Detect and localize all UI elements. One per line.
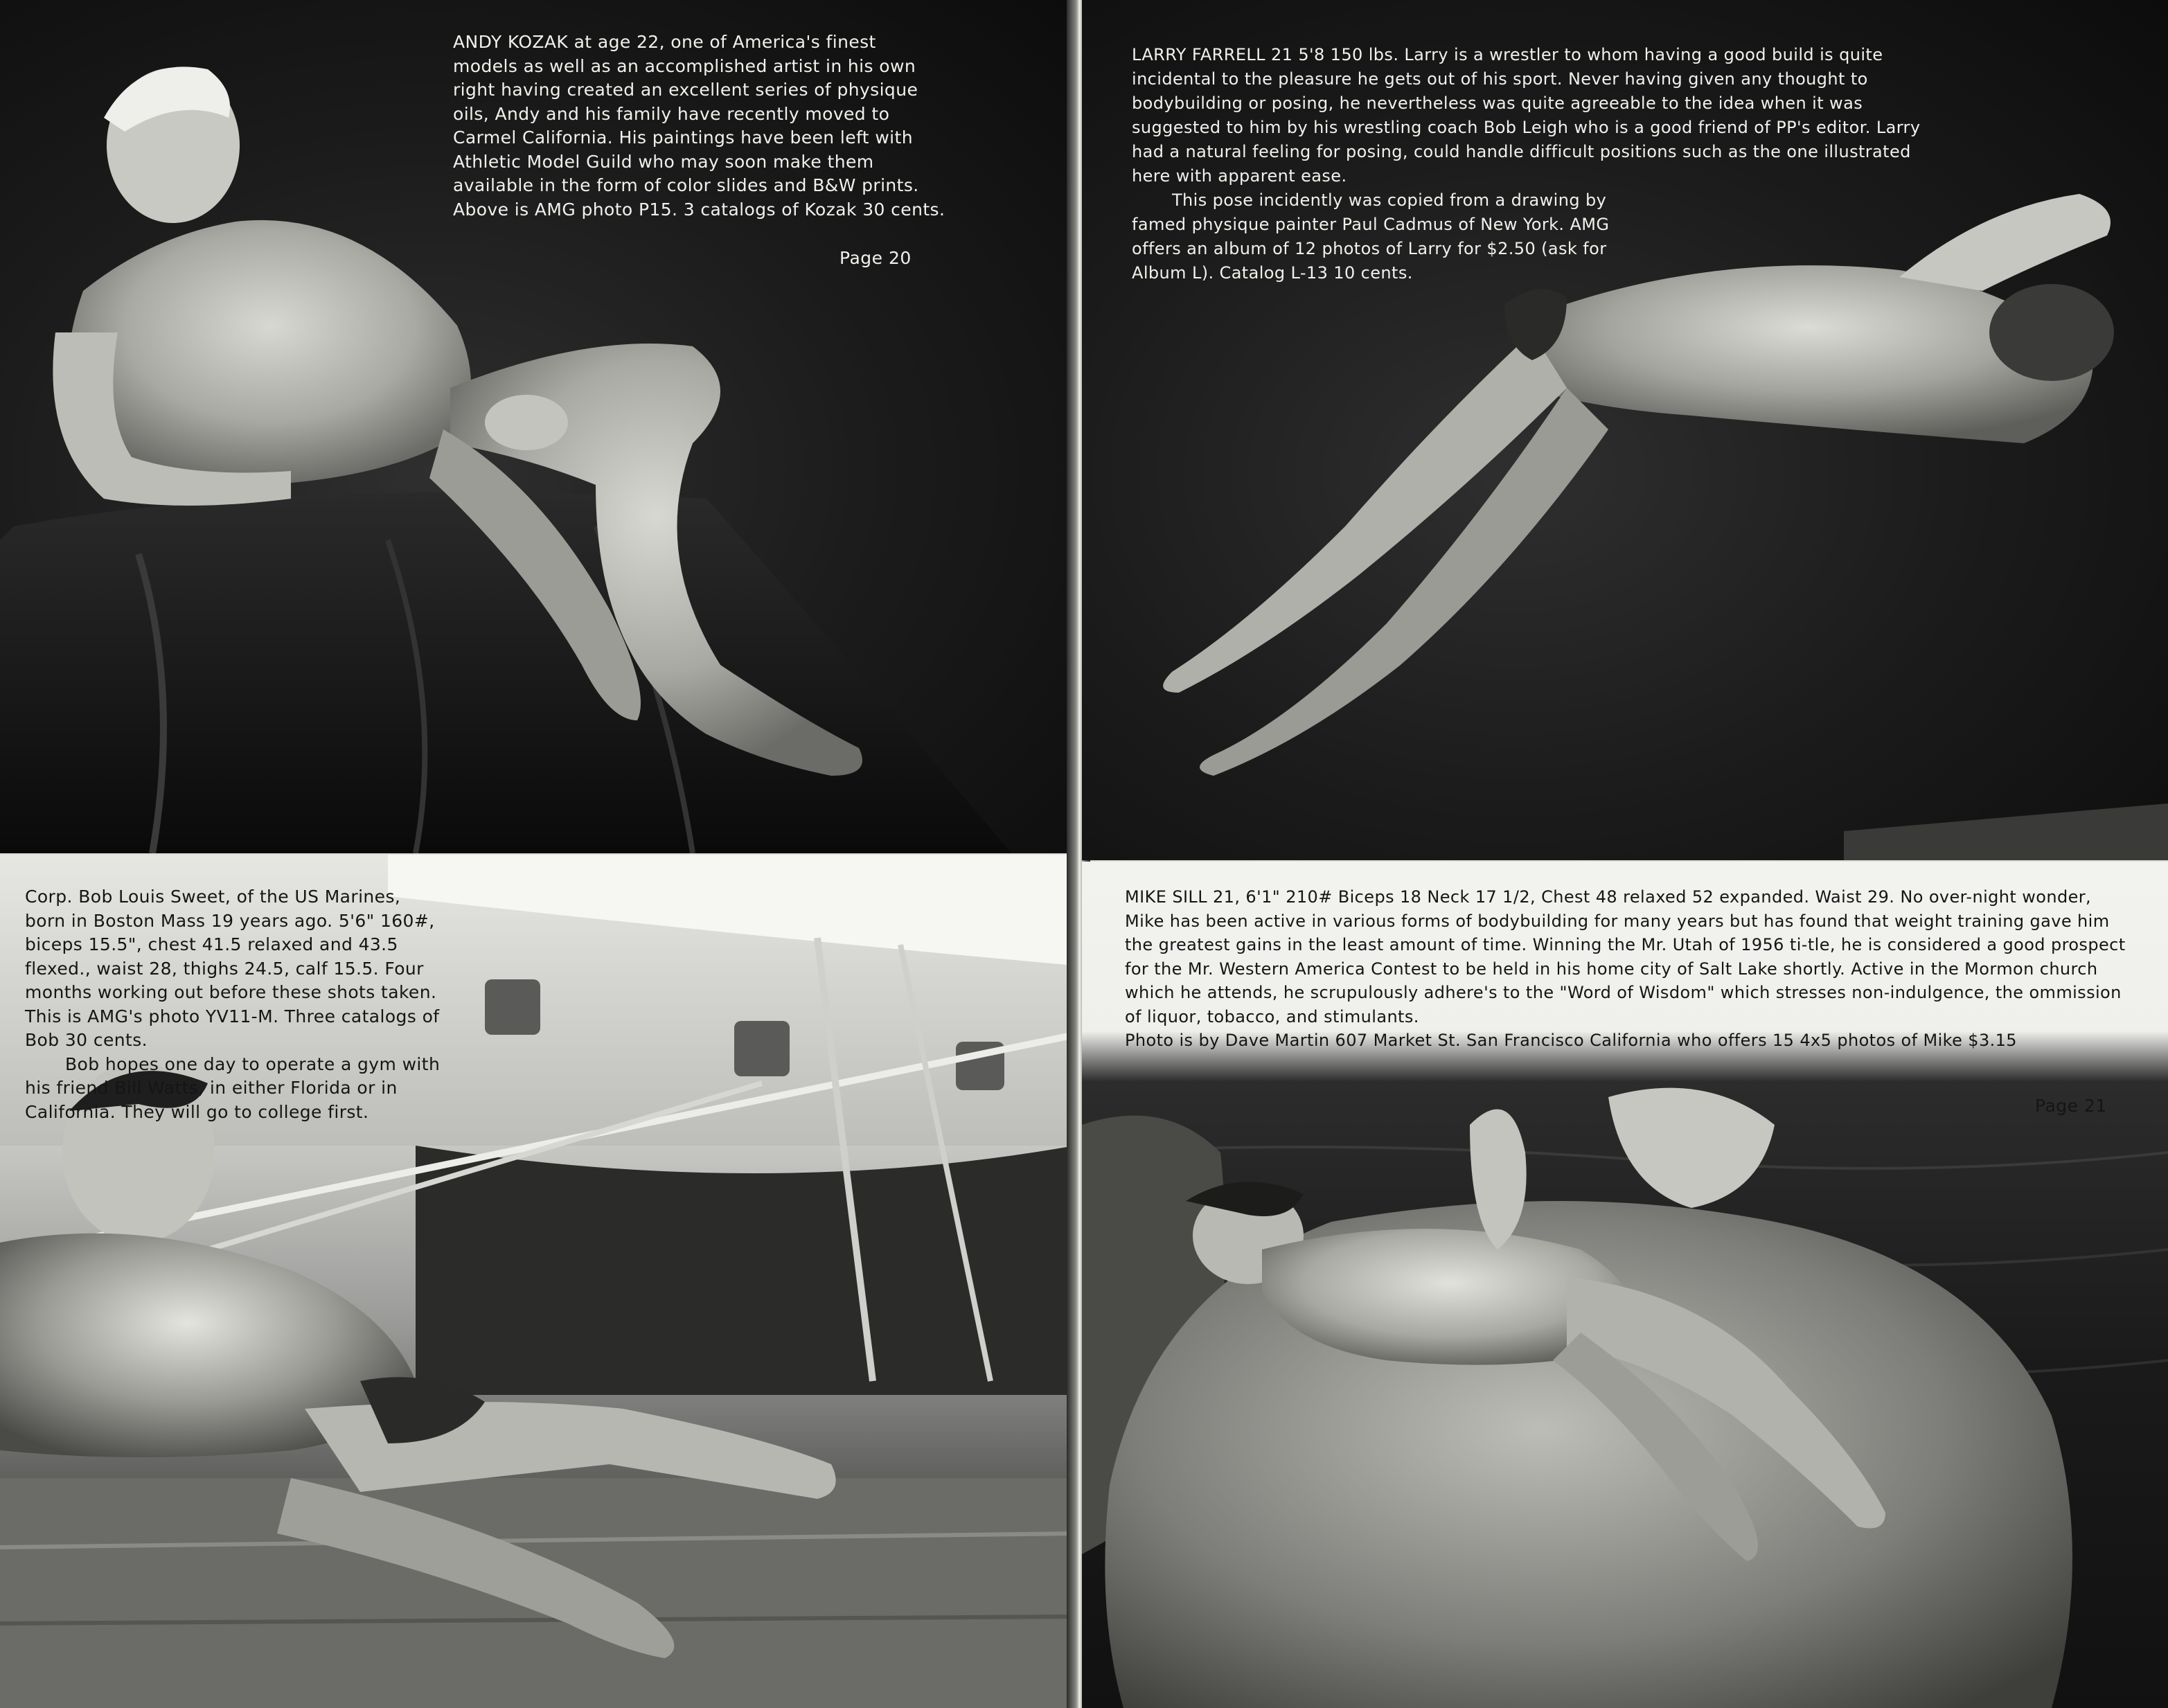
- sweet-caption-text-1: Corp. Bob Louis Sweet, of the US Marines, born in Boston Mass 19 years ago. 5'6" 160#, biceps 15.5", chest 41.5 relaxed and 43.5 flexed., waist 28, thighs 24.5, calf 15.5. Four months working out before these shots taken. This is AMG's photo YV11-M. Three catalogs of Bob 30 cents.: [25, 887, 440, 1050]
- farrell-caption: [1132, 43, 1949, 188]
- farrell-caption-text-1: LARRY FARRELL 21 5'8 150 lbs. Larry is a wrestler to whom having a good build is quite incidental to the pleasure he gets out of his sport. Never having given any thought to bodybuilding or posing, he nevertheless was quite agreeable to the idea when it was suggested to him by his wrestling coach Bob Leigh who is a good friend of PP's editor. Larry had a natural feeling for posing, could handle difficult positions such as the one illustrated here with apparent ease.: [1132, 45, 1921, 186]
- sweet-caption: [25, 885, 441, 1124]
- right-page: [1082, 0, 2168, 1708]
- page-number-left: Page 20: [839, 248, 912, 268]
- sweet-caption-text-2: Bob hopes one day to operate a gym with his friend Bill Watts, in either Florida or in California. They will go to college first.: [25, 1053, 441, 1122]
- kozak-caption: [453, 30, 946, 222]
- left-page: [0, 0, 1075, 1708]
- sill-credit-text: Photo is by Dave Martin 607 Market St. San Francisco California who offers 15 4x5 photos of Mike $3.15: [1125, 1031, 2017, 1050]
- sill-caption-text: MIKE SILL 21, 6'1" 210# Biceps 18 Neck 17 1/2, Chest 48 relaxed 52 expanded. Waist 29. No over-night wonder, Mike has been active in various forms of bodybuilding for many years but has found that weight training gave him the greatest gains in the least amount of time. Winning the Mr. Utah of 1956 ti-tle, he is considered a good prospect for the Mr. Western America Contest to be held in his home city of Salt Lake shortly. Active in the Mormon church which he attends, he scrupulously adhere's to the "Word of Wisdom" which stresses non-indulgence, the ommission of liquor, tobacco, and stimulants.: [1125, 887, 2126, 1026]
- sill-caption: [1125, 885, 2133, 1053]
- farrell-caption-2: [1132, 188, 1610, 285]
- page-number-right: Page 21: [2035, 1096, 2107, 1116]
- kozak-caption-text: ANDY KOZAK at age 22, one of America's finest models as well as an accomplished artist in his own right having created an excellent series of physique oils, Andy and his family have recently moved to Carmel California. His paintings have been left with Athletic Model Guild who may soon make them available in the form of color slides and B&W prints. Above is AMG photo P15. 3 catalogs of Kozak 30 cents.: [453, 32, 945, 220]
- farrell-caption-text-2: This pose incidently was copied from a drawing by famed physique painter Paul Cadmus of New York. AMG offers an album of 12 photos of Larry for $2.50 (ask for Album L). Catalog L-13 10 cents.: [1132, 190, 1610, 283]
